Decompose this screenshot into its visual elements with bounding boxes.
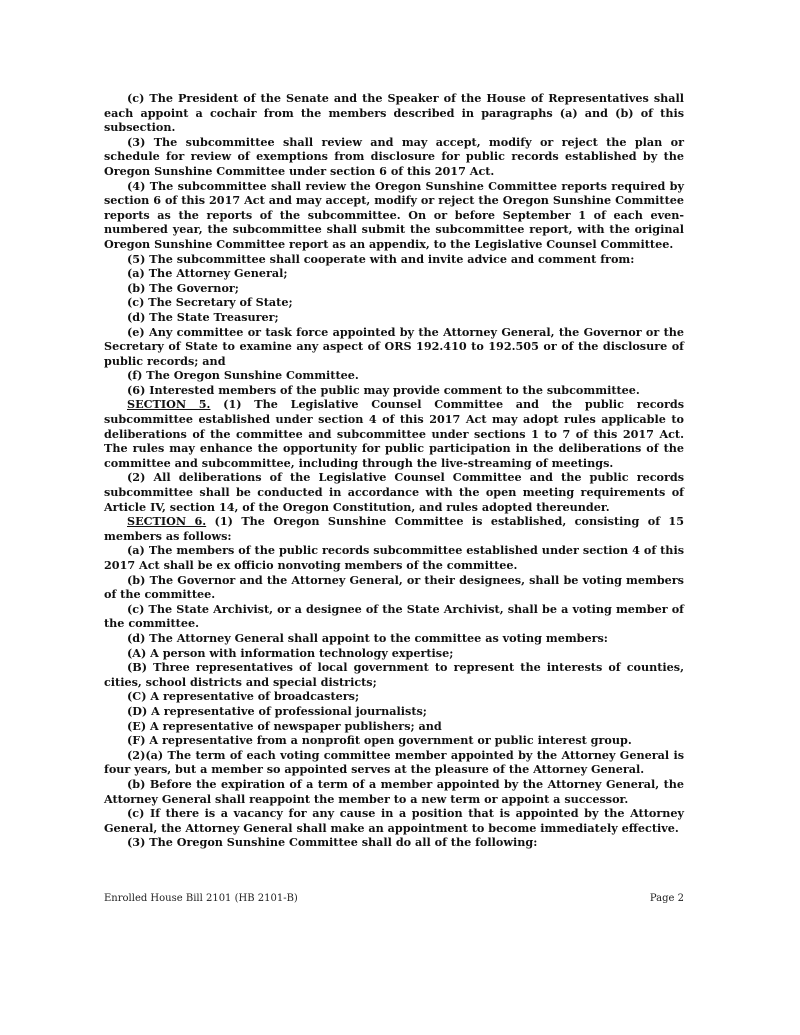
paragraph (104, 646, 684, 661)
paragraph-text: (3) The subcommittee shall review and may accept, modify or reject the plan or schedule for review of exemptions from disclosure for public records established by the Oregon Sunshine Committee under section 6 of this 2017 Act. (104, 134, 684, 178)
paragraph-text: (e) Any committee or task force appointed by the Attorney General, the Governor or the Secretary of State to examine any aspect of ORS 192.410 to 192.505 or of the disclosure of public records; and (104, 324, 684, 368)
paragraph (104, 397, 684, 470)
paragraph (104, 835, 684, 850)
paragraph-text: (b) The Governor; (127, 280, 239, 295)
paragraph (104, 281, 684, 296)
footer-page-number: Page 2 (649, 893, 684, 904)
paragraph (104, 135, 684, 179)
paragraph-text: (d) The Attorney General shall appoint to the committee as voting members: (127, 630, 608, 645)
paragraph (104, 91, 684, 135)
paragraph-text: (B) Three representatives of local government to represent the interests of counties, cities, school districts and special districts; (104, 660, 684, 689)
paragraph (104, 719, 684, 734)
paragraph (104, 689, 684, 704)
paragraph (104, 777, 684, 806)
paragraph (104, 470, 684, 514)
paragraph-text: (a) The Attorney General; (127, 266, 288, 281)
paragraph-text: (3) The Oregon Sunshine Committee shall do all of the following: (127, 835, 538, 850)
paragraph-text: (6) Interested members of the public may provide comment to the subcommittee. (127, 382, 640, 397)
paragraph (104, 631, 684, 646)
paragraph (104, 252, 684, 267)
paragraph-text: (D) A representative of professional journalists; (127, 703, 427, 718)
paragraph-text: (f) The Oregon Sunshine Committee. (127, 368, 359, 383)
section-heading: SECTION 6. (127, 514, 207, 529)
paragraph (104, 602, 684, 631)
paragraph-text: (2) All deliberations of the Legislative Counsel Committee and the public records subcommittee shall be conducted in accordance with the open meeting requirements of Article IV, section 14, of the Oregon Constitution, and rules adopted thereunder. (104, 470, 684, 514)
paragraph (104, 704, 684, 719)
paragraph (104, 179, 684, 252)
paragraph (104, 310, 684, 325)
paragraph (104, 514, 684, 543)
paragraph-text: (d) The State Treasurer; (127, 309, 279, 324)
footer-bill-label: Enrolled House Bill 2101 (HB 2101-B) (104, 893, 298, 904)
section-heading: SECTION 5. (127, 397, 211, 412)
paragraph (104, 368, 684, 383)
paragraph-text: (1) The Oregon Sunshine Committee is established, consisting of 15 members as follows: (104, 514, 684, 543)
document-body (104, 91, 684, 850)
paragraph (104, 266, 684, 281)
paragraph (104, 325, 684, 369)
paragraph-text: (1) The Legislative Counsel Committee and the public records subcommittee established under section 4 of this 2017 Act may adopt rules applicable to deliberations of the committee and subcommittee under sections 1 to 7 of this 2017 Act. The rules may enhance the opportunity for public participation in the deliberations of the committee and subcommittee, including through the live-streaming of meetings. (104, 397, 684, 470)
paragraph (104, 748, 684, 777)
paragraph (104, 660, 684, 689)
paragraph-text: (c) The State Archivist, or a designee of the State Archivist, shall be a voting member of the committee. (104, 601, 684, 631)
paragraph-text: (b) The Governor and the Attorney General, or their designees, shall be voting members of the committee. (104, 572, 684, 602)
paragraph-text: (c) If there is a vacancy for any cause in a position that is appointed by the Attorney General, the Attorney General shall make an appointment to become immediately effective. (104, 806, 684, 835)
paragraph-text: (C) A representative of broadcasters; (127, 689, 360, 704)
paragraph-text: (a) The members of the public records subcommittee established under section 4 of this 2017 Act shall be ex officio nonvoting members of the committee. (104, 543, 684, 572)
paragraph-text: (E) A representative of newspaper publishers; and (127, 718, 442, 733)
paragraph-text: (c) The Secretary of State; (127, 295, 293, 310)
paragraph-text: (b) Before the expiration of a term of a member appointed by the Attorney General, the Attorney General shall reappoint the member to a new term or appoint a successor. (104, 776, 684, 806)
paragraph (104, 295, 684, 310)
paragraph (104, 573, 684, 602)
paragraph (104, 543, 684, 572)
paragraph-text: (F) A representative from a nonprofit open government or public interest group. (127, 733, 632, 748)
paragraph (104, 383, 684, 398)
paragraph-text: (A) A person with information technology expertise; (127, 645, 454, 660)
paragraph (104, 806, 684, 835)
paragraph-text: (c) The President of the Senate and the Speaker of the House of Representatives shall each appoint a cochair from the members described in paragraphs (a) and (b) of this subsection. (104, 91, 684, 135)
paragraph-text: (5) The subcommittee shall cooperate with and invite advice and comment from: (127, 251, 635, 266)
paragraph-text: (4) The subcommittee shall review the Oregon Sunshine Committee reports required by section 6 of this 2017 Act and may accept, modify or reject the Oregon Sunshine Committee reports as the reports of the subcommittee. On or before September 1 of each even-numbered year, the subcommittee shall submit the subcommittee report, with the original Oregon Sunshine Committee report as an appendix, to the Legislative Counsel Committee. (104, 178, 684, 251)
paragraph (104, 733, 684, 748)
paragraph-text: (2)(a) The term of each voting committee member appointed by the Attorney General is four years, but a member so appointed serves at the pleasure of the Attorney General. (104, 747, 684, 777)
